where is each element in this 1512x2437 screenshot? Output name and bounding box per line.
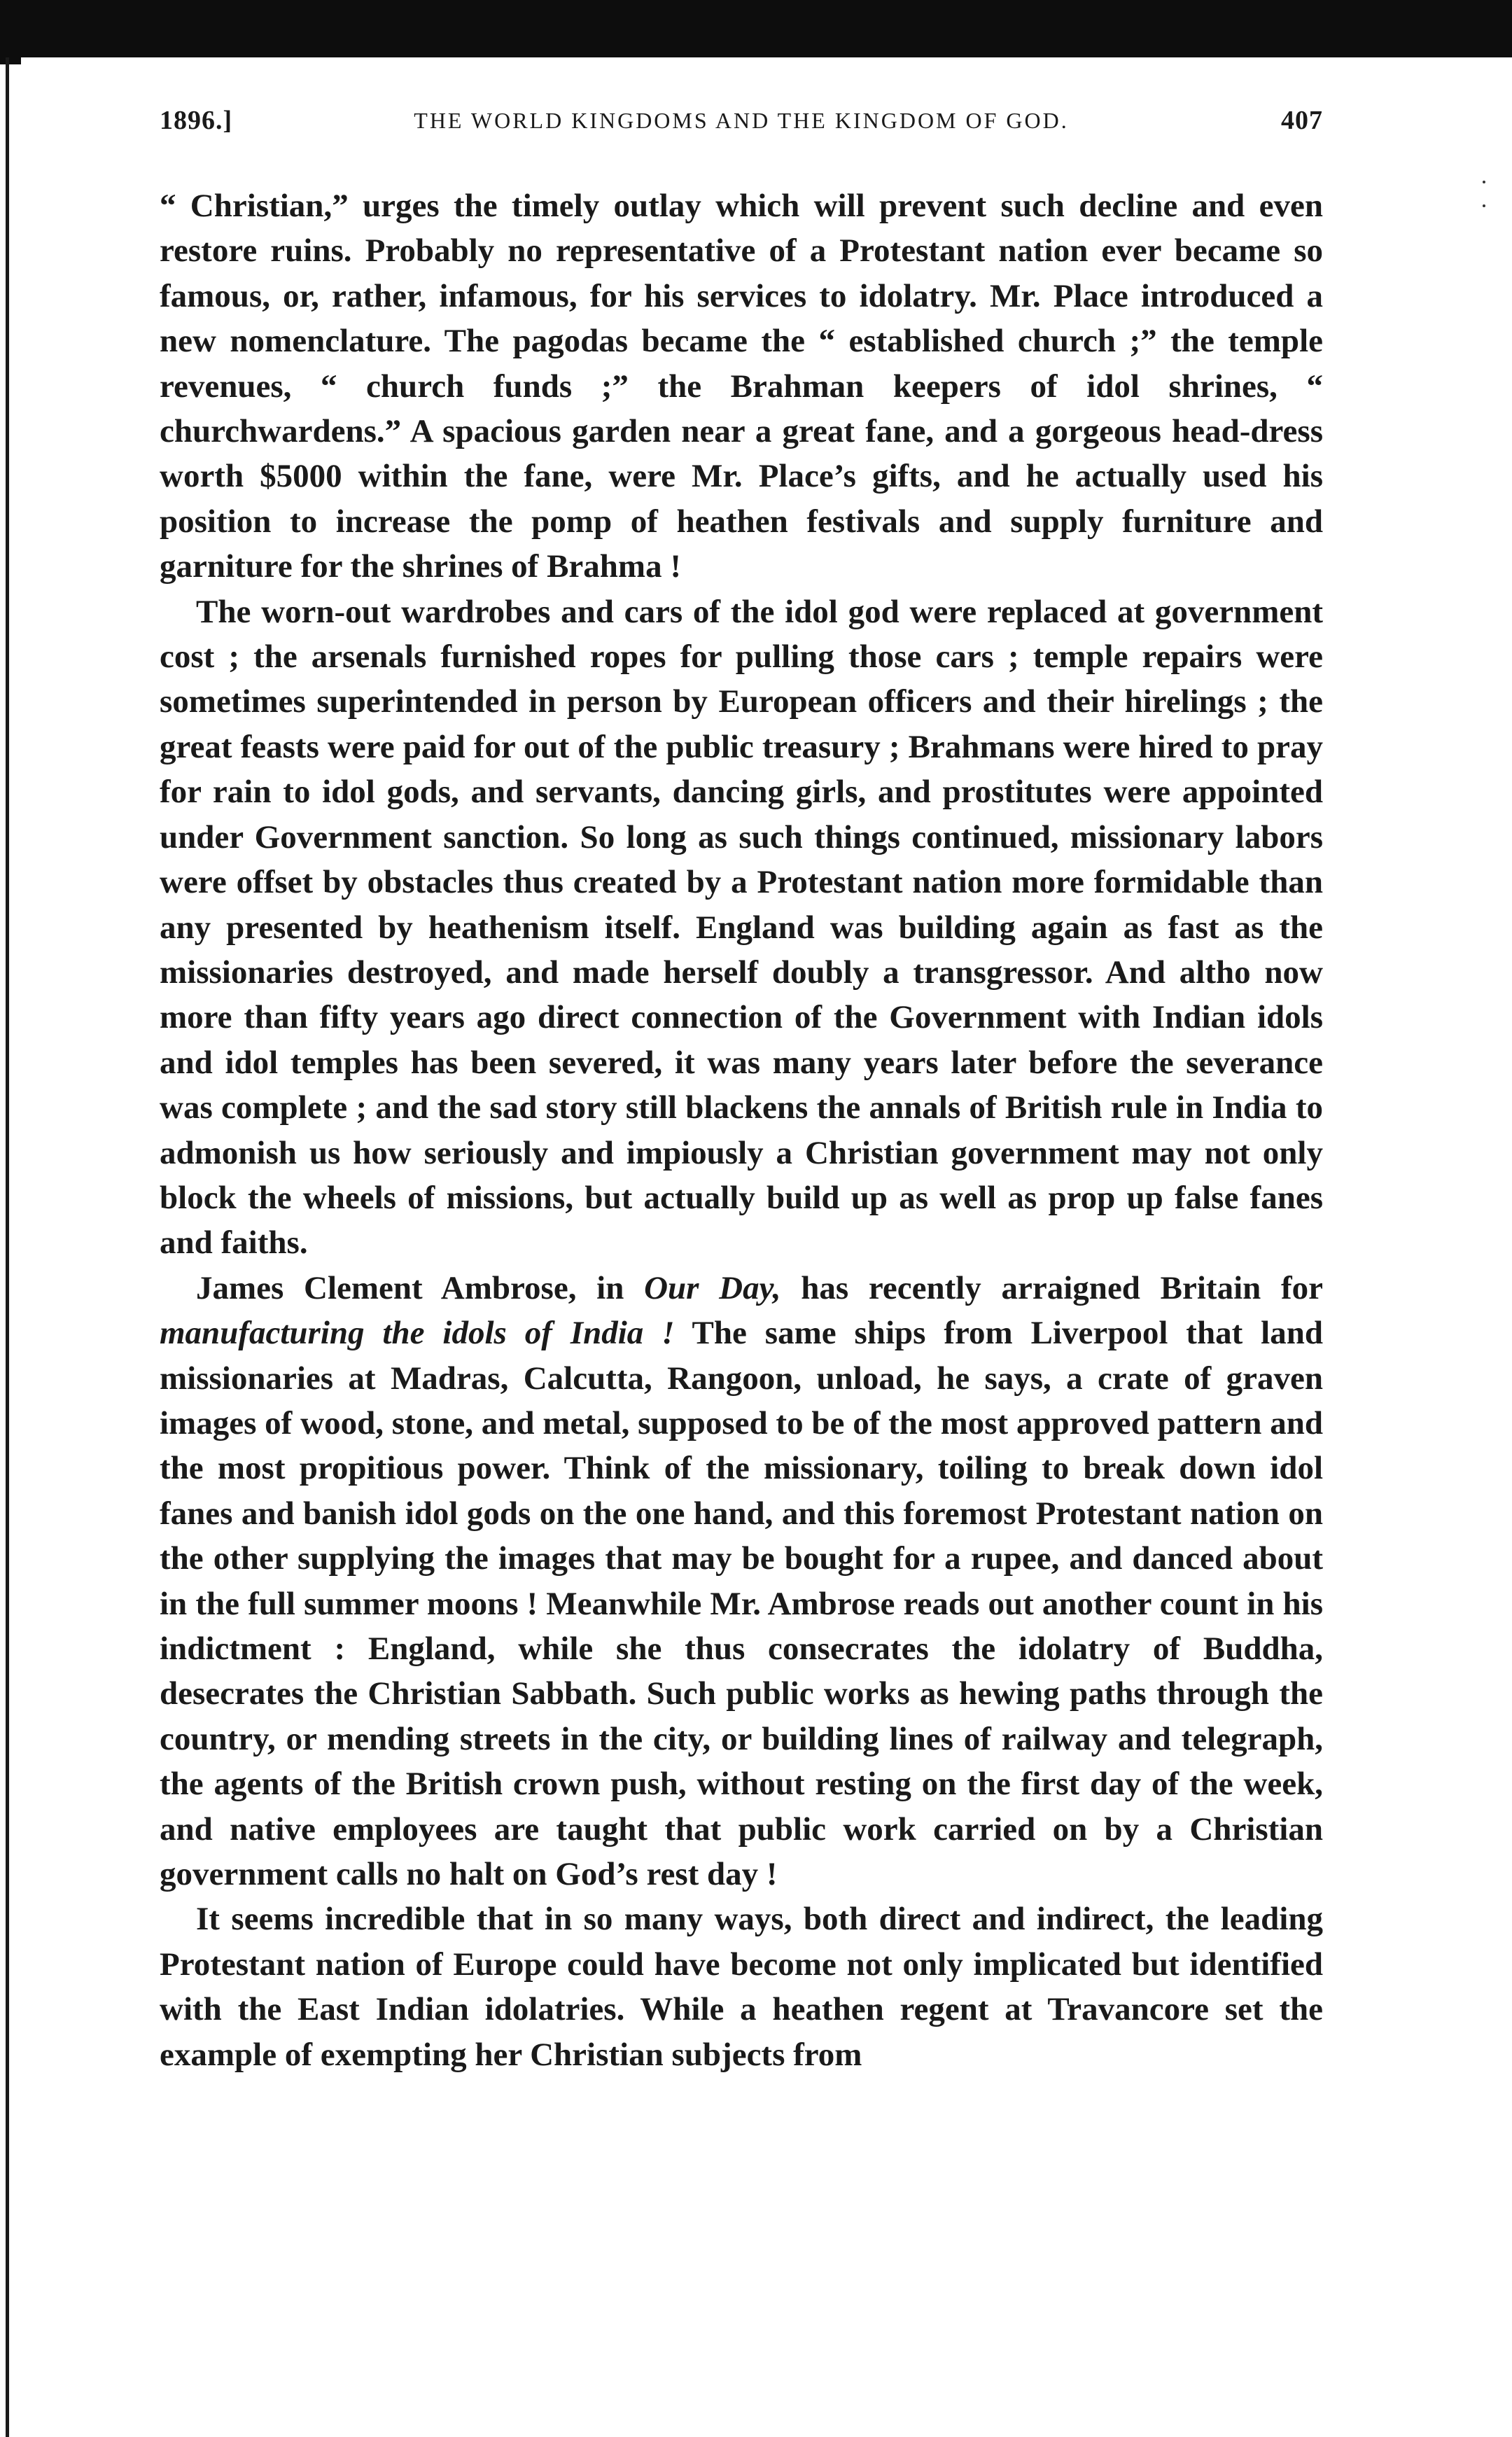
paragraph-3-text: The same ships from Liverpool that land missionaries at Madras, Calcutta, Rangoon, unload, he says, a crate of graven images of wood, stone, and metal, supposed to be of the most approved pattern and the most propitious power. Think of the missionary, toiling to break down idol fanes and banish idol gods on the one hand, and this foremost Protestant nation on the other supplying the images that may be bought for a rupee, and danced about in the full summer moons ! Meanwhile Mr. Ambrose reads out another count in his indictment : England, while she thus consecrates the idolatry of Buddha, desecrates the Christian Sabbath. Such public works as hewing paths through the country, or mending streets in the city, or building lines of railway and telegraph, the agents of the British crown push, without resting on the first day of the week, and native employees are taught that public work carried on by a Christian government calls no halt on God’s rest day !: [160, 1315, 1323, 1893]
book-page: [160, 105, 1323, 2077]
margin-speck: [1483, 181, 1485, 183]
scan-top-border: [0, 0, 1512, 57]
scan-border-notch: [0, 57, 21, 64]
paragraph-1: “ Christian,” urges the timely outlay which will prevent such decline and even restore ruins. Probably no representative of a Protestant nation ever became so famous, or, rather, infamous, for his services to idolatry. Mr. Place introduced a new nomenclature. The pagodas became the “ established church ;” the temple revenues, “ church funds ;” the Brahman keepers of idol shrines, “ churchwardens.” A spacious garden near a great fane, and a gorgeous head-dress worth $5000 within the fane, were Mr. Place’s gifts, and he actually used his position to increase the pomp of heathen festivals and supply furniture and garniture for the shrines of Brahma !: [160, 188, 1323, 585]
header-title: THE WORLD KINGDOMS AND THE KINGDOM OF GOD.: [414, 108, 1069, 133]
paragraph-4: It seems incredible that in so many ways, both direct and indirect, the leading Protestant nation of Europe could have become not only implicated but identified with the East Indian idolatries. While a heathen regent at Travancore set the example of exempting her Christian subjects from: [160, 1901, 1323, 2073]
paragraph-3-text: has recently arraigned Britain for: [780, 1269, 1324, 1306]
paragraph-2: The worn-out wardrobes and cars of the idol god were replaced at government cost ; the arsenals furnished ropes for pulling those cars ; temple repairs were sometimes superintended in person by European officers and their hirelings ; the great feasts were paid for out of the public treasury ; Brahmans were hired to pray for rain to idol gods, and servants, dancing girls, and prostitutes were appointed under Government sanction. So long as such things continued, missionary labors were offset by obstacles thus created by a Protestant nation more formidable than any presented by heathenism itself. England was building again as fast as the missionaries destroyed, and made herself doubly a transgressor. And altho now more than fifty years ago direct connection of the Government with Indian idols and idol temples has been severed, it was many years later before the severance was complete ; and the sad story still blackens the annals of British rule in India to admonish us how seriously and impiously a Christian government may not only block the wheels of missions, but actually build up as well as prop up false fanes and faiths.: [160, 593, 1323, 1262]
journal-title: Our Day,: [644, 1269, 781, 1306]
body-text: [160, 183, 1323, 2077]
paragraph-3-text: James Clement Ambrose, in: [196, 1269, 645, 1306]
running-head: [160, 105, 1323, 154]
margin-speck: [1483, 204, 1485, 207]
emphasized-phrase: manufacturing the idols of India !: [160, 1315, 675, 1352]
page-number: 407: [1281, 106, 1323, 135]
scan-left-border: [6, 57, 9, 2437]
paragraph-3: [160, 1266, 1323, 1897]
header-year: 1896.]: [160, 106, 233, 135]
